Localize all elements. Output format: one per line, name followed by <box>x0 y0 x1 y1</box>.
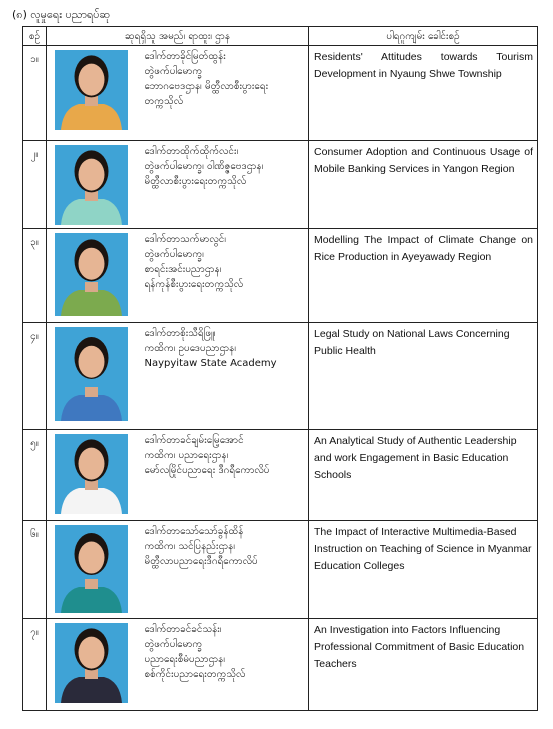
awardee-info <box>137 619 309 711</box>
dissertation-title: Consumer Adoption and Continuous Usage of Mobile Banking Services in Yangon Region <box>309 141 538 229</box>
awardee-info-line: စစ်ကိုင်းပညာရေးတက္ကသိုလ် <box>144 669 246 680</box>
portrait-photo <box>55 327 128 421</box>
awardee-info-line: တွဲဖက်ပါမောက္ခ <box>144 66 203 77</box>
portrait-photo <box>55 434 128 514</box>
awardee-info <box>137 46 309 141</box>
photo-cell <box>47 46 137 141</box>
header-no: စဉ် <box>23 27 47 46</box>
table-row <box>23 521 538 619</box>
awardee-info-line: မော်လမြိုင်ပညာရေး ဒီဂရီကောလိပ် <box>144 465 270 476</box>
row-number: ၂။ <box>23 141 47 229</box>
portrait-photo <box>55 50 128 130</box>
awardee-info-line: ဒေါက်တာထိုက်ထိုက်လင်း၊ <box>144 146 239 157</box>
table-row <box>23 619 538 711</box>
photo-cell <box>47 229 137 323</box>
portrait-photo <box>55 525 128 613</box>
awardee-info-line: ဘောဂဗေဒဌာန၊ မိတ္ထီလာစီးပွားရေး <box>144 81 269 92</box>
awardee-info-line: မိတ္ထီလာစီးပွားရေးတက္ကသိုလ် <box>144 176 247 187</box>
awardee-info-line: ဒေါက်တာခင်ချမ်းမြေ့အောင် <box>144 435 244 446</box>
awardee-info-line: ကထိက၊ ပညာရေးဌာန၊ <box>144 450 229 461</box>
row-number: ၃။ <box>23 229 47 323</box>
dissertation-title: An Investigation into Factors Influencing Professional Commitment of Basic Education Teachers <box>309 619 538 711</box>
dissertation-title: Residents' Attitudes towards Tourism Development in Nyaung Shwe Township <box>309 46 538 141</box>
awardee-info-line: ကထိက၊ ဥပဒေပညာဌာန၊ <box>144 343 236 354</box>
awardees-table <box>22 26 538 711</box>
table-header-row <box>23 27 538 46</box>
awardee-info-line: တွဲဖက်ပါမောက္ခ၊ ဝါဏိဇ္ဇဗေဒဌာန၊ <box>144 161 264 172</box>
row-number: ၄။ <box>23 323 47 430</box>
awardee-info-line: Naypyitaw State Academy <box>144 358 277 369</box>
row-number: ၆။ <box>23 521 47 619</box>
table-row <box>23 141 538 229</box>
row-number: ၇။ <box>23 619 47 711</box>
awardee-info-line: ရန်ကုန်စီးပွားရေးတက္ကသိုလ် <box>144 279 244 290</box>
table-row <box>23 229 538 323</box>
awardee-info-line: ဒေါက်တာစိုးသီရိဖြူ၊ <box>144 328 216 339</box>
dissertation-title: The Impact of Interactive Multimedia-Based Instruction on Teaching of Science in Myanmar Education Colleges <box>309 521 538 619</box>
awardee-info-line: စာရင်းအင်းပညာဌာန၊ <box>144 264 222 275</box>
portrait-photo <box>55 233 128 316</box>
section-title: (၈) လူမှုရေး ပညာရပ်ဆု <box>12 8 111 21</box>
photo-cell <box>47 521 137 619</box>
awardee-info-line: တက္ကသိုလ် <box>144 96 184 107</box>
dissertation-title: Legal Study on National Laws Concerning Public Health <box>309 323 538 430</box>
header-awardee: ဆုရရှိသူ အမည်၊ ရာထူး၊ ဌာန <box>47 27 309 46</box>
row-number: ၅။ <box>23 430 47 521</box>
awardee-info-line: ဒေါက်တာခင်ခင်သန်း၊ <box>144 624 222 635</box>
awardee-info-line: ကထိက၊ သင်ပြနည်းဌာန၊ <box>144 541 235 552</box>
header-paper: ပါရဂူကျမ်း ခေါင်းစဉ် <box>309 27 538 46</box>
awardee-info <box>137 229 309 323</box>
photo-cell <box>47 323 137 430</box>
awardee-info-line: တွဲဖက်ပါမောက္ခ၊ <box>144 249 204 260</box>
table-row <box>23 46 538 141</box>
table-row <box>23 323 538 430</box>
awardee-info-line: ဒေါက်တာခိုင်မြတ်ထွန်း <box>144 51 226 62</box>
portrait-photo <box>55 623 128 703</box>
awardee-info <box>137 141 309 229</box>
awardee-info-line: ဒေါက်တာသက်မာလွင်၊ <box>144 234 226 245</box>
awardee-info-line: တွဲဖက်ပါမောက္ခ <box>144 639 203 650</box>
table-row <box>23 430 538 521</box>
awardee-info-line: မိတ္ထီလာပညာရေးဒီဂရီကောလိပ် <box>144 556 258 567</box>
portrait-photo <box>55 145 128 225</box>
awardee-info-line: ဒေါက်တာသော်သော်ခွန်ထိန် <box>144 526 244 537</box>
awardee-info <box>137 430 309 521</box>
dissertation-title: Modelling The Impact of Climate Change on Rice Production in Ayeyawady Region <box>309 229 538 323</box>
photo-cell <box>47 141 137 229</box>
awardee-info <box>137 521 309 619</box>
awardee-info-line: ပညာရေးစီမံပညာဌာန၊ <box>144 654 225 665</box>
row-number: ၁။ <box>23 46 47 141</box>
photo-cell <box>47 430 137 521</box>
photo-cell <box>47 619 137 711</box>
awardee-info <box>137 323 309 430</box>
dissertation-title: An Analytical Study of Authentic Leadership and work Engagement in Basic Education Schools <box>309 430 538 521</box>
